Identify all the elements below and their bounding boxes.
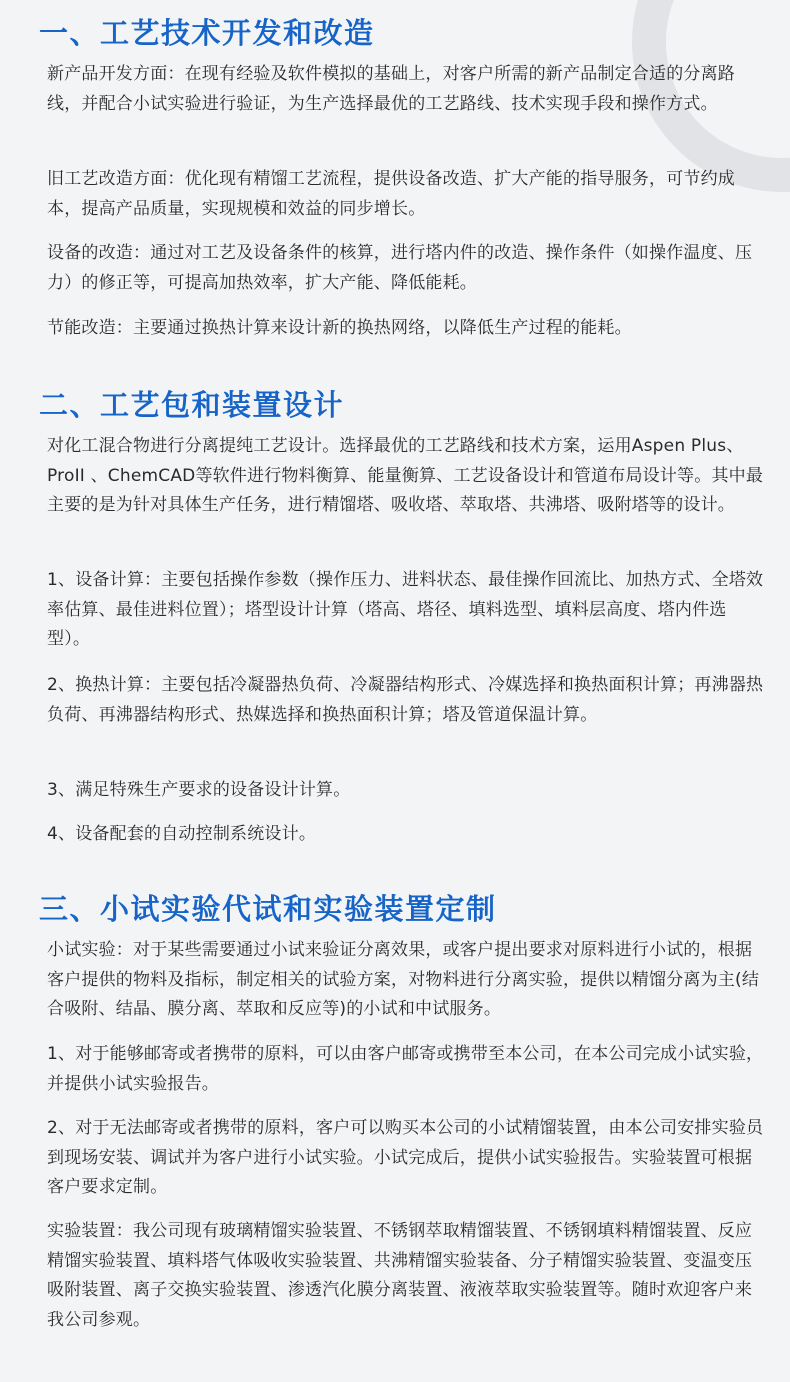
paragraph-equipment-retrofit: 设备的改造：通过对工艺及设备条件的核算，进行塔内件的改造、操作条件（如操作温度、压力）的修正等，可提高加热效率，扩大产能、降低能耗。 [47, 243, 753, 293]
paragraph-experimental-equipment: 实验装置：我公司现有玻璃精馏实验装置、不锈钢萃取精馏装置、不锈钢填料精馏装置、反应精馏实验装置、填料塔气体吸收实验装置、共沸精馏实验装备、分子精馏实验装置、变温变压吸附装置、离子交换实验装置、渗透汽化膜分离装置、液液萃取实验装置等。随时欢迎客户来我公司参观。 [47, 1221, 753, 1330]
paragraph-special-requirements: 3、满足特殊生产要求的设备设计计算。 [47, 780, 351, 800]
paragraph-automatic-control: 4、设备配套的自动控制系统设计。 [47, 824, 317, 844]
section-title-pilot-experiments: 三、小试实验代试和实验装置定制 [39, 892, 497, 926]
paragraph-separation-process-design: 对化工混合物进行分离提纯工艺设计。选择最优的工艺路线和技术方案，运用Aspen Plus、ProII 、ChemCAD等软件进行物料衡算、能量衡算、工艺设备设计和管道布局设计等。其中最主要的是为针对具体生产任务，进行精馏塔、吸收塔、萃取塔、共沸塔、吸附塔等的设计。 [47, 436, 764, 516]
paragraph-energy-saving-retrofit: 节能改造：主要通过换热计算来设计新的换热网络，以降低生产过程的能耗。 [47, 318, 632, 338]
paragraph-pilot-experiment: 小试实验：对于某些需要通过小试来验证分离效果，或客户提出要求对原料进行小试的，根据客户提供的物料及指标，制定相关的试验方案，对物料进行分离实验，提供以精馏分离为主(结合吸附、结晶、膜分离、萃取和反应等)的小试和中试服务。 [47, 940, 760, 1020]
paragraph-old-process-retrofit: 旧工艺改造方面：优化现有精馏工艺流程，提供设备改造、扩大产能的指导服务，可节约成本，提高产品质量，实现规模和效益的同步增长。 [47, 169, 735, 219]
paragraph-new-product-development: 新产品开发方面：在现有经验及软件模拟的基础上，对客户所需的新产品制定合适的分离路线，并配合小试实验进行验证，为生产选择最优的工艺路线、技术实现手段和操作方式。 [47, 64, 735, 114]
paragraph-mailable-materials: 1、对于能够邮寄或者携带的原料，可以由客户邮寄或携带至本公司，在本公司完成小试实验，并提供小试实验报告。 [47, 1044, 764, 1094]
section-title-process-package-design: 二、工艺包和装置设计 [39, 388, 345, 422]
paragraph-non-mailable-materials: 2、对于无法邮寄或者携带的原料，客户可以购买本公司的小试精馏装置，由本公司安排实验员到现场安装、调试并为客户进行小试实验。小试完成后，提供小试实验报告。实验装置可根据客户要求定制。 [47, 1118, 764, 1198]
paragraph-heat-exchange-calculation: 2、换热计算：主要包括冷凝器热负荷、冷凝器结构形式、冷媒选择和换热面积计算；再沸器热负荷、再沸器结构形式、热媒选择和换热面积计算；塔及管道保温计算。 [47, 675, 764, 725]
section-title-process-development: 一、工艺技术开发和改造 [39, 16, 375, 50]
paragraph-equipment-calculation: 1、设备计算：主要包括操作参数（操作压力、进料状态、最佳操作回流比、加热方式、全塔效率估算、最佳进料位置）；塔型设计计算（塔高、塔径、填料选型、填料层高度、塔内件选型）。 [47, 570, 764, 650]
